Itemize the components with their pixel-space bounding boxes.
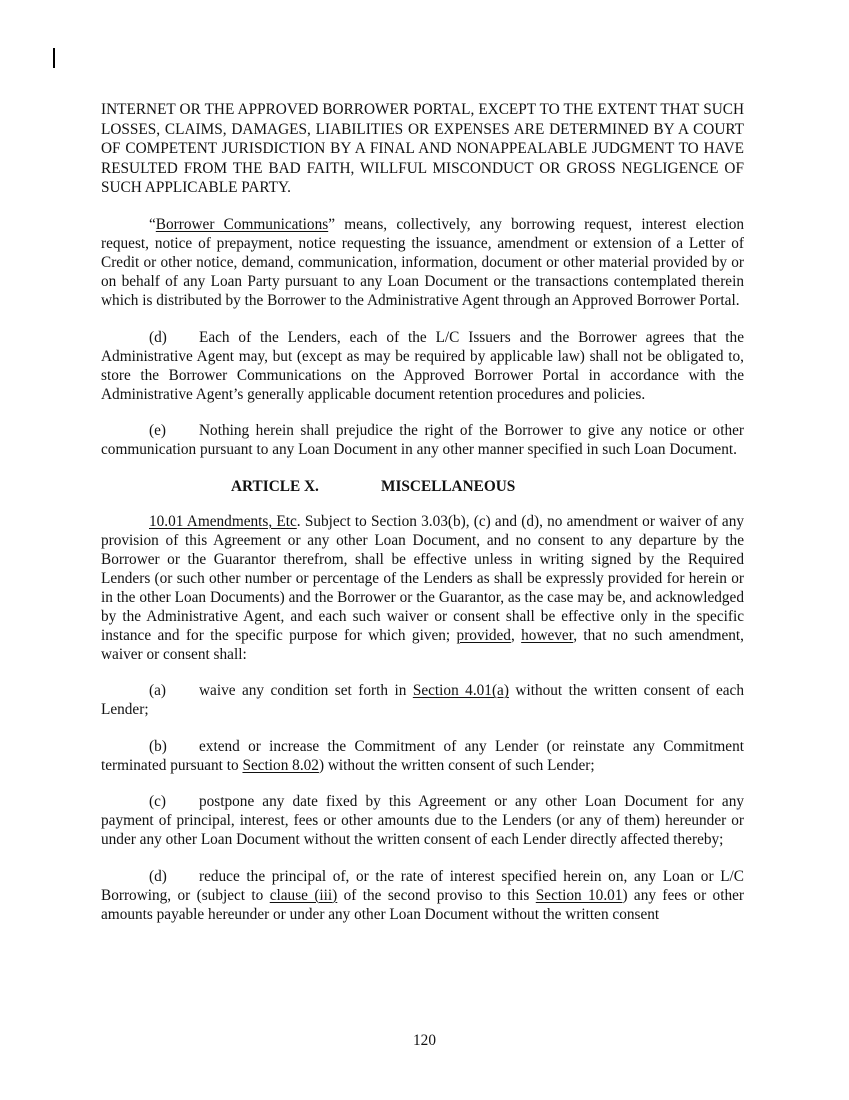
item-d-ref-1: clause (iii) bbox=[269, 886, 338, 904]
item-d-text-1: reduce the principal of, or the rate of interest specified herein on, any Loan or L/C Borrowing, or (subject to bbox=[101, 867, 744, 904]
definition-paragraph bbox=[101, 215, 744, 310]
item-b-text-1: extend or increase the Commitment of any Lender (or reinstate any Commitment terminated pursuant to bbox=[101, 737, 744, 774]
paragraph-e-text: Nothing herein shall prejudice the right of the Borrower to give any notice or other communication pursuant to any Loan Document in any other manner specified in such Loan Document. bbox=[101, 422, 744, 458]
item-d-ref-2: Section 10.01 bbox=[535, 886, 623, 904]
page-number: 120 bbox=[413, 1032, 436, 1049]
item-b-ref: Section 8.02 bbox=[242, 756, 319, 774]
item-a-text-1: waive any condition set forth in bbox=[199, 682, 413, 699]
item-a bbox=[101, 681, 744, 719]
item-c bbox=[101, 792, 744, 849]
item-d-text-2: of the second proviso to this bbox=[337, 886, 536, 904]
section-heading: 10.01 Amendments, Etc bbox=[149, 512, 297, 530]
item-a-text-2: without the written consent of each Lender; bbox=[101, 682, 744, 718]
paragraph-e bbox=[101, 421, 744, 459]
item-d-label: (d) bbox=[149, 867, 167, 885]
paragraph-d bbox=[101, 328, 744, 404]
paragraph-e-label: (e) bbox=[149, 422, 166, 439]
section-heading-period: . bbox=[296, 512, 301, 530]
continued-caps-paragraph: INTERNET OR THE APPROVED BORROWER PORTAL, EXCEPT TO THE EXTENT THAT SUCH LOSSES, CLAIMS, DAMAGES, LIABILITIES OR EXPENSES ARE DETERMINED BY A COURT OF COMPETENT JURISDICTION BY A FINAL AND NONAPPEALABLE JUDGMENT TO HAVE RESULTED FROM THE BAD FAITH, WILLFUL MISCONDUCT OR GROSS NEGLIGENCE OF SUCH APPLICABLE PARTY. bbox=[101, 101, 744, 196]
item-b-label: (b) bbox=[149, 737, 167, 755]
item-d bbox=[101, 867, 744, 924]
however-term: however bbox=[521, 626, 574, 644]
item-b bbox=[101, 737, 744, 775]
defined-term: Borrower Communications bbox=[155, 216, 329, 233]
item-b-text-2: ) without the written consent of such Lender; bbox=[318, 756, 595, 774]
item-a-ref: Section 4.01(a) bbox=[412, 682, 509, 699]
item-c-label: (c) bbox=[149, 793, 166, 810]
section-10-01 bbox=[101, 512, 744, 664]
paragraph-d-text: Each of the Lenders, each of the L/C Issuers and the Borrower agrees that the Administrative Agent may, but (except as may be required by applicable law) shall not be obligated to, store the Borrower Communications on the Approved Borrower Portal in accordance with the Administrative Agent’s generally applicable document retention procedures and policies. bbox=[101, 328, 744, 403]
open-quote: “ bbox=[149, 216, 156, 233]
page-body bbox=[101, 100, 744, 941]
item-d-text-3: ) any fees or other amounts payable hereunder or under any other Loan Document without the written consent bbox=[101, 886, 744, 923]
provided-term: provided bbox=[456, 626, 511, 644]
definition-text: ” means, collectively, any borrowing request, interest election request, notice of prepayment, notice requesting the issuance, amendment or extension of a Letter of Credit or other notice, demand, communication, information, document or other material provided by or on behalf of any Loan Party pursuant to any Loan Document or the transactions contemplated therein which is distributed by the Borrower to the Administrative Agent through an Approved Borrower Portal. bbox=[101, 216, 744, 309]
article-title: MISCELLANEOUS bbox=[381, 477, 516, 495]
paragraph-d-label: (d) bbox=[149, 328, 167, 346]
proviso-comma: , bbox=[510, 626, 522, 644]
article-number: ARTICLE X. bbox=[231, 477, 319, 495]
section-text-1: Subject to Section 3.03(b), (c) and (d), no amendment or waiver of any provision of this Agreement or any other Loan Document, and no consent to any departure by the Borrower or the Guarantor therefrom, shall be effective unless in writing signed by the Required Lenders (or such other number or percentage of the Lenders as shall be expressly provided for herein or in the other Loan Documents) and the Borrower or the Guarantor, as the case may be, and acknowledged by the Administrative Agent, and each such waiver or consent shall be effective only in the specific instance and for the specific purpose for which given; bbox=[101, 512, 744, 644]
item-a-label: (a) bbox=[149, 682, 166, 699]
article-heading bbox=[101, 477, 744, 496]
item-c-text: postpone any date fixed by this Agreement or any other Loan Document for any payment of principal, interest, fees or other amounts due to the Lenders (or any of them) hereunder or under any other Loan Document without the written consent of each Lender directly affected thereby; bbox=[101, 793, 744, 848]
section-text-2: , that no such amendment, waiver or consent shall: bbox=[101, 626, 744, 663]
revision-bar bbox=[53, 48, 55, 68]
